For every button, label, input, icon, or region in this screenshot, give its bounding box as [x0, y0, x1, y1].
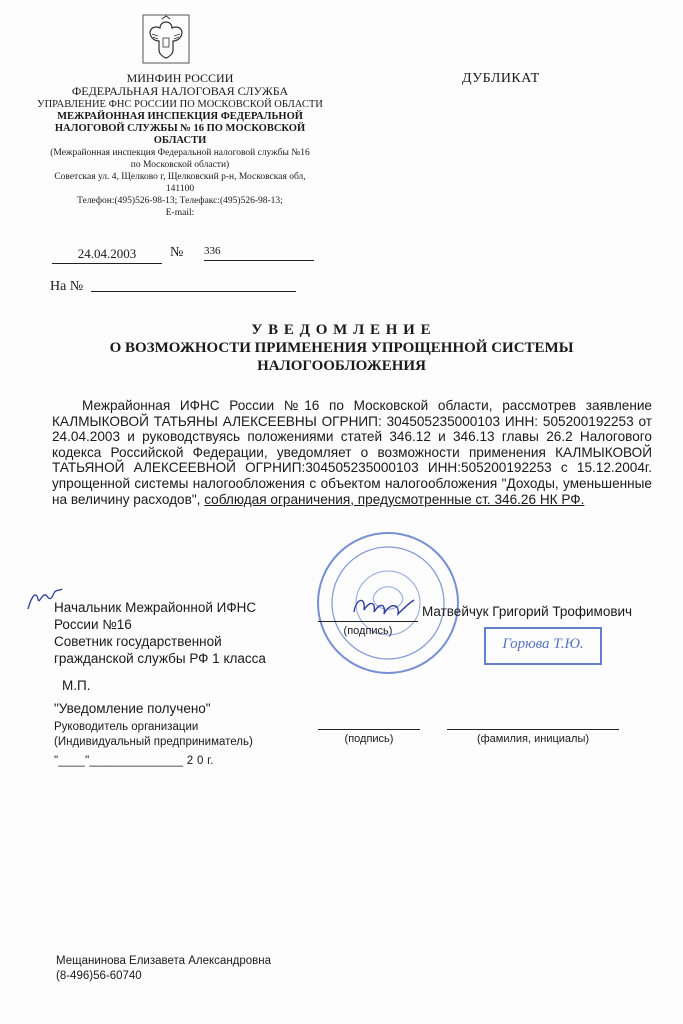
- inspection-name-1: МЕЖРАЙОННАЯ ИНСПЕКЦИЯ ФЕДЕРАЛЬНОЙ: [57, 111, 303, 122]
- ministry-name: МИНФИН РОССИИ: [126, 71, 234, 85]
- signatory-line-3: Советник государственной: [54, 634, 222, 649]
- document-number: 336: [204, 245, 314, 261]
- receipt-head-line-2: (Индивидуальный предприниматель): [54, 736, 253, 748]
- notice-body-restriction: соблюдая ограничения, предусмотренные ст. 346.26 НК РФ.: [204, 491, 585, 507]
- address-line-2: 141100: [165, 184, 195, 194]
- seal-place-label: М.П.: [62, 678, 91, 693]
- notice-received-label: "Уведомление получено": [54, 701, 211, 716]
- notice-body: [52, 398, 652, 507]
- notice-subtitle-2: НАЛОГООБЛОЖЕНИЯ: [257, 358, 426, 374]
- coat-of-arms-emblem: [142, 14, 190, 64]
- signatory-line-1: Начальник Межрайонной ИФНС: [54, 600, 257, 615]
- reference-number-label: На №: [50, 279, 84, 294]
- name-stamp: [484, 627, 602, 665]
- organization-header: [30, 72, 330, 219]
- email-line: E-mail:: [165, 208, 195, 218]
- signatory-line-4: гражданской службы РФ 1 класса: [54, 651, 266, 666]
- signature-line: [318, 621, 418, 622]
- handwritten-signature: [348, 592, 418, 622]
- executor-name: Мещанинова Елизавета Александровна: [56, 955, 272, 967]
- inspection-name-2: НАЛОГОВОЙ СЛУЖБЫ № 16 ПО МОСКОВСКОЙ: [54, 123, 306, 134]
- executor-phone: (8-496)56-60740: [56, 970, 142, 982]
- notice-title: У В Е Д О М Л Е Н И Е: [251, 322, 432, 338]
- department-name: УПРАВЛЕНИЕ ФНС РОССИИ ПО МОСКОВСКОЙ ОБЛАСТИ: [37, 99, 323, 110]
- signature-caption: (подпись): [343, 625, 393, 637]
- inspection-name-3: ОБЛАСТИ: [153, 135, 207, 146]
- inspection-short-2: по Московской области): [130, 160, 230, 170]
- receipt-head-line-1: Руководитель организации: [54, 721, 199, 733]
- document-date: 24.04.2003: [52, 246, 162, 264]
- receipt-date-line: "____"______________ 2 0 г.: [54, 755, 214, 767]
- notice-body-main: Межрайонная ИФНС России №16 по Московской области, рассмотрев заявление КАЛМЫКОВОЙ ТАТЬЯНЫ АЛЕКСЕЕВНЫ ОГРНИП: 304505235000103 ИНН: 505200192253 от 24.04.2003 и руководствуясь положениями статей 346.12 и 346.13 главы 26.2 Налогового кодекса Российской Федерации, уведомляет о возможности применения КАЛМЫКОВОЙ ТАТЬЯНОЙ АЛЕКСЕЕВНОЙ ОГРНИП:304505235000103 ИНН:505200192253 с 15.12.2004г. упрощенной системы налогообложения с объектом налогообложения "Доходы, уменьшенные на величину расходов",: [52, 398, 652, 507]
- inspection-short-1: (Межрайонная инспекция Федеральной налоговой службы №16: [50, 148, 310, 158]
- signatory-name: Матвейчук Григорий Трофимович: [422, 604, 633, 619]
- receipt-signature-line: [318, 729, 420, 730]
- signatory-position: [54, 599, 266, 667]
- receipt-signature-caption: (подпись): [344, 733, 394, 745]
- receipt-name-caption: (фамилия, инициалы): [476, 733, 590, 745]
- name-stamp-text: Горюва Т.Ю.: [502, 636, 584, 652]
- executor-block: [56, 954, 271, 984]
- signatory-line-2: России №16: [54, 617, 132, 632]
- number-sign: №: [170, 245, 184, 260]
- duplicate-label: ДУБЛИКАТ: [462, 71, 540, 86]
- receipt-name-line: [447, 729, 619, 730]
- phone-line: Телефон:(495)526-98-13; Телефакс:(495)526-98-13;: [77, 196, 283, 206]
- address-line-1: Советская ул. 4, Щелково г, Щелковский р-н, Московская обл,: [54, 172, 306, 182]
- service-name: ФЕДЕРАЛЬНАЯ НАЛОГОВАЯ СЛУЖБА: [71, 84, 289, 98]
- reference-number-line: [91, 291, 296, 292]
- notice-subtitle-1: О ВОЗМОЖНОСТИ ПРИМЕНЕНИЯ УПРОЩЕННОЙ СИСТЕМЫ: [109, 340, 574, 356]
- receipt-head-block: [54, 720, 253, 750]
